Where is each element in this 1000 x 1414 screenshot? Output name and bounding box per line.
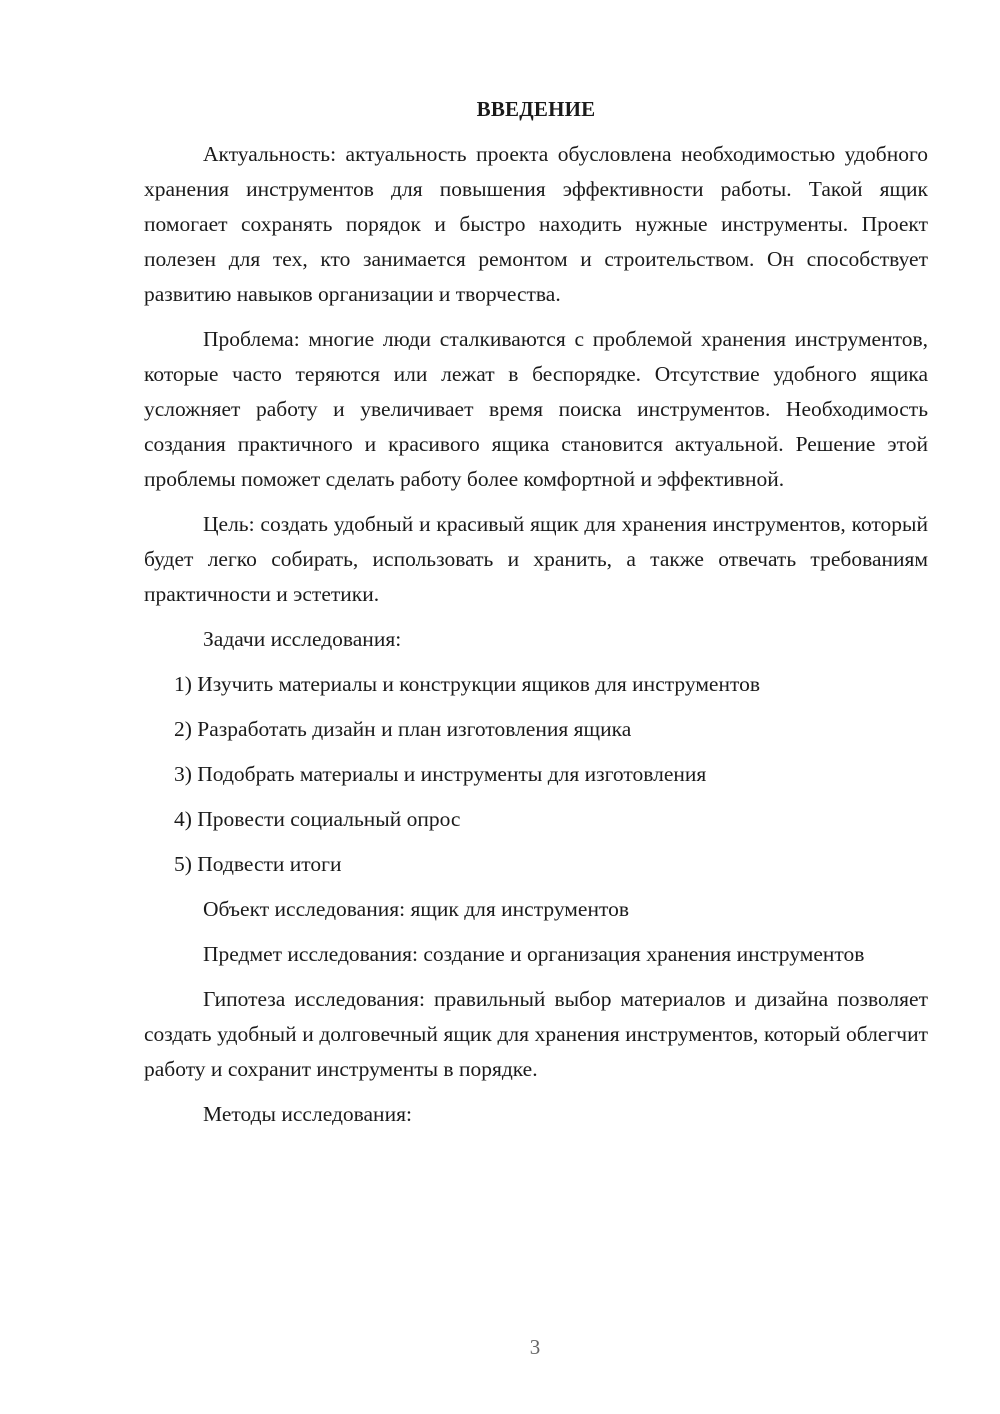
section-title: ВВЕДЕНИЕ [476, 97, 596, 121]
page-number: 3 [529, 1335, 541, 1359]
page-content [144, 92, 928, 1142]
paragraph-hypothesis: Гипотеза исследования: правильный выбор материалов и дизайна позволяет создать удобный и долговечный ящик для хранения инструментов, который облегчит работу и сохранит инструменты в порядке. [144, 987, 928, 1081]
paragraph-relevance: Актуальность: актуальность проекта обусловлена необходимостью удобного хранения инструментов для повышения эффективности работы. Такой ящик помогает сохранять порядок и быстро находить нужные инструменты. Проект полезен для тех, кто занимается ремонтом и строительством. Он способствует развитию навыков организации и творчества. [144, 142, 928, 306]
paragraph-goal: Цель: создать удобный и красивый ящик для хранения инструментов, который будет легко собирать, использовать и хранить, а также отвечать требованиям практичности и эстетики. [144, 512, 928, 606]
paragraph-subject: Предмет исследования: создание и организация хранения инструментов [203, 942, 865, 966]
tasks-list [144, 667, 928, 882]
task-item: 4) Провести социальный опрос [174, 807, 461, 831]
paragraph-problem: Проблема: многие люди сталкиваются с проблемой хранения инструментов, которые часто теряются или лежат в беспорядке. Отсутствие удобного ящика усложняет работу и увеличивает время поиска инструментов. Необходимость создания практичного и красивого ящика становится актуальной. Решение этой проблемы поможет сделать работу более комфортной и эффективной. [144, 327, 928, 491]
tasks-heading: Задачи исследования: [203, 627, 402, 651]
task-item: 3) Подобрать материалы и инструменты для изготовления [174, 762, 707, 786]
methods-heading: Методы исследования: [203, 1102, 412, 1126]
paragraph-object: Объект исследования: ящик для инструментов [203, 897, 629, 921]
task-item: 1) Изучить материалы и конструкции ящиков для инструментов [174, 672, 760, 696]
task-item: 2) Разработать дизайн и план изготовления ящика [174, 717, 632, 741]
task-item: 5) Подвести итоги [174, 852, 342, 876]
